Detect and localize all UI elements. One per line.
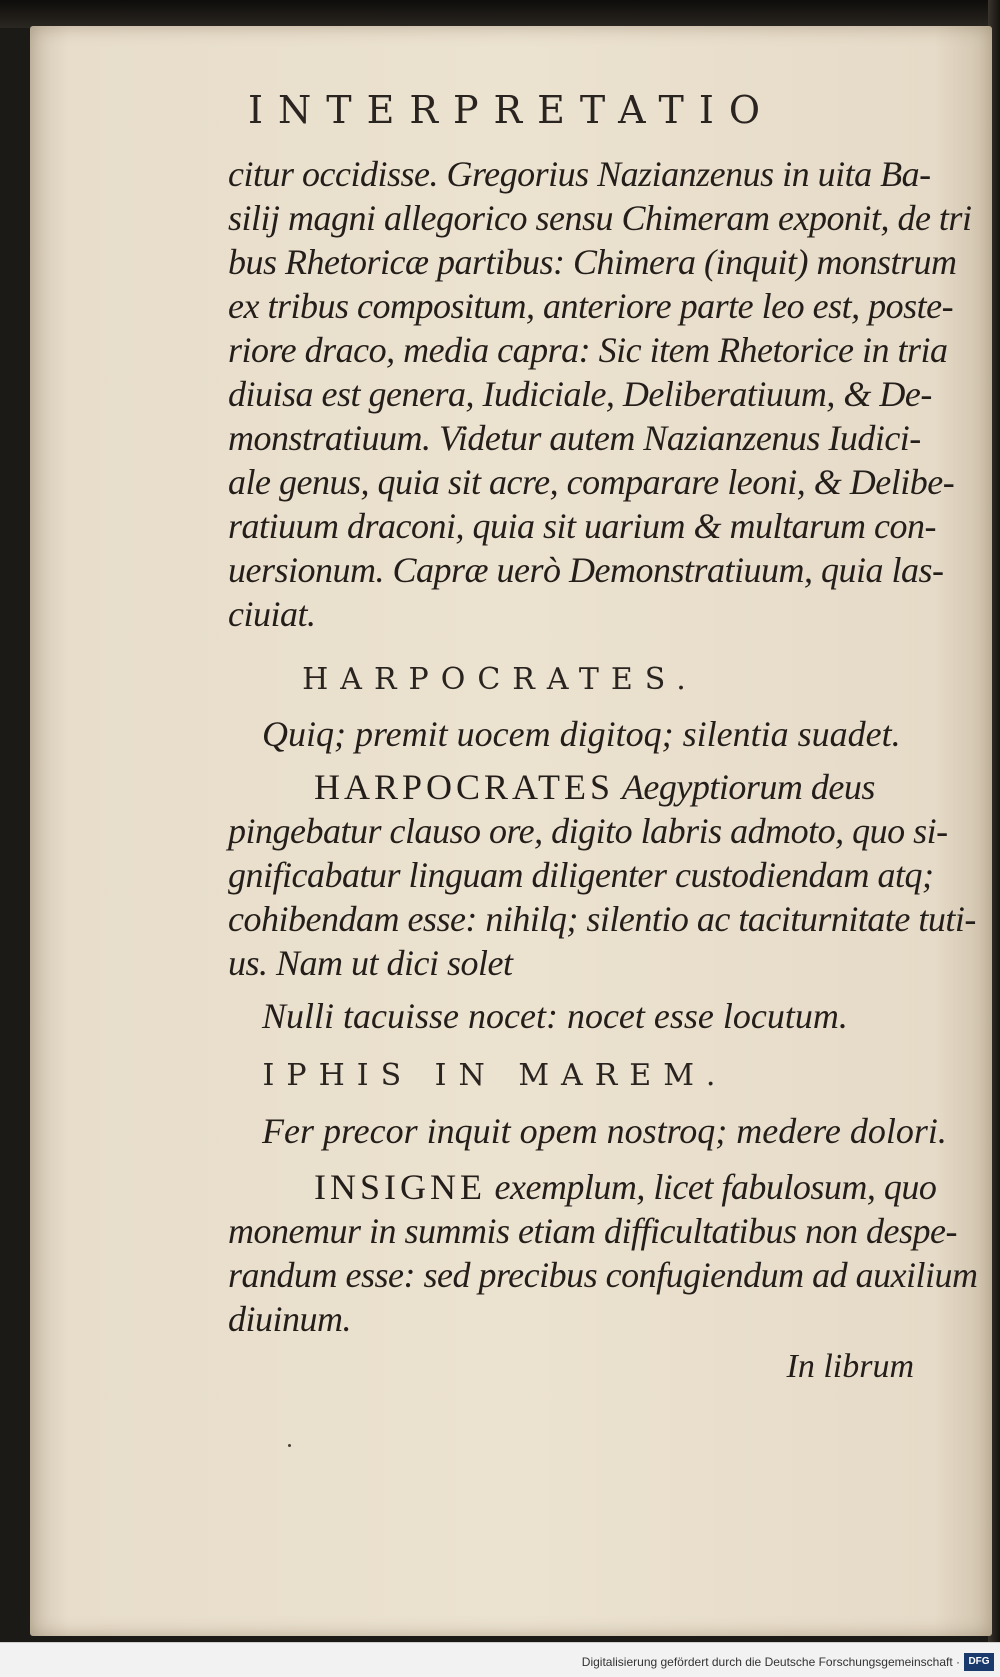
text-line — [228, 1165, 937, 1209]
text-line — [228, 765, 918, 809]
page-top-edge — [0, 0, 1000, 28]
motto-harpocrates: Quiq; premit uocem digitoq; silentia suadet. — [262, 714, 901, 754]
lead-word: INSIGNE — [314, 1167, 486, 1207]
text-line: us. Nam ut dici solet — [228, 943, 513, 983]
motto-iphis: Fer precor inquit opem nostroq; medere dolori. — [262, 1111, 947, 1151]
paragraph-harpocrates — [228, 765, 976, 985]
text-line: bus Rhetoricæ partibus: Chimera (inquit) monstrum — [228, 242, 957, 282]
text-fragment: exemplum, licet fabulosum, quo — [485, 1167, 937, 1207]
footer-credit: Digitalisierung gefördert durch die Deutsche Forschungsgemeinschaft · — [581, 1655, 960, 1669]
dfg-logo-icon: DFG — [964, 1653, 994, 1671]
ink-speck — [288, 1444, 291, 1447]
section-title-harpocrates: HARPOCRATES. — [302, 662, 698, 697]
text-line: citur occidisse. Gregorius Nazianzenus in uita Ba- — [228, 154, 931, 194]
section-title-iphis: IPHIS IN MAREM. — [262, 1058, 728, 1093]
text-line: diuinum. — [228, 1299, 352, 1339]
text-line: ratiuum draconi, quia sit uarium & multarum con- — [228, 506, 937, 546]
text-line: silij magni allegorico sensu Chimeram exponit, de tri — [228, 198, 972, 238]
paragraph-chimera — [228, 152, 972, 636]
text-line: ex tribus compositum, anteriore parte leo est, poste- — [228, 286, 954, 326]
text-line: diuisa est genera, Iudiciale, Deliberatiuum, & De- — [228, 374, 932, 414]
text-line: gnificabatur linguam diligenter custodiendam atq; — [228, 855, 934, 895]
text-fragment: Aegyptiorum deus — [614, 767, 875, 807]
text-line: randum esse: sed precibus confugiendum ad auxilium — [228, 1255, 978, 1295]
text-line: uersionum. Capræ uerò Demonstratiuum, quia las- — [228, 550, 944, 590]
running-head: INTERPRETATIO — [248, 88, 776, 132]
verse-line: Nulli tacuisse nocet: nocet esse locutum. — [262, 996, 848, 1036]
text-line: pingebatur clauso ore, digito labris admoto, quo si- — [228, 811, 948, 851]
lead-word: HARPOCRATES — [314, 767, 615, 807]
text-line: riore draco, media capra: Sic item Rhetorice in tria — [228, 330, 948, 370]
paragraph-iphis — [228, 1165, 978, 1341]
text-line: monstratiuum. Videtur autem Nazianzenus Iudici- — [228, 418, 921, 458]
text-line: ale genus, quia sit acre, comparare leoni, & Delibe- — [228, 462, 955, 502]
catchword: In librum — [786, 1348, 914, 1385]
text-line: ciuiat. — [228, 594, 316, 634]
text-line: cohibendam esse: nihilq; silentio ac taciturnitate tuti- — [228, 899, 976, 939]
text-line: monemur in summis etiam difficultatibus non despe- — [228, 1211, 957, 1251]
